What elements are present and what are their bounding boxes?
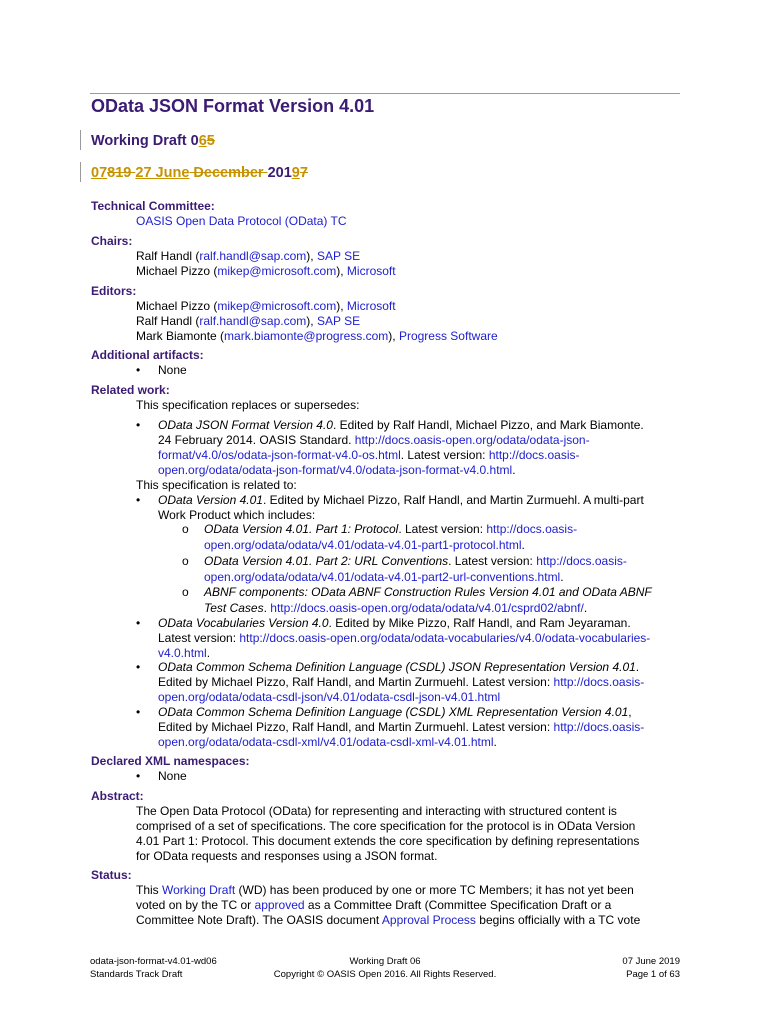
chair-entry: Michael Pizzo (mikep@microsoft.com), Microsoft <box>136 264 396 278</box>
footer-copyright: Copyright © OASIS Open 2016. All Rights Reserved. <box>273 969 497 980</box>
status-line: Committee Note Draft). The OASIS document Approval Process begins officially with a TC vote <box>136 913 641 927</box>
footer-filename: odata-json-format-v4.01-wd06 <box>90 956 217 967</box>
email-link[interactable]: ralf.handl@sap.com <box>199 314 307 328</box>
bullet-icon: • <box>136 363 141 377</box>
deleted-text: 5 <box>206 133 215 149</box>
org-link[interactable]: Microsoft <box>346 299 396 313</box>
inserted-text: 6 <box>198 133 207 149</box>
bullet-icon: • <box>136 660 141 674</box>
abstract-line: comprised of a set of specifications. The core specification for the protocol is in OData Version <box>136 819 636 833</box>
org-link[interactable]: SAP SE <box>316 314 361 328</box>
email-link[interactable]: ralf.handl@sap.com <box>199 249 307 263</box>
related-work-item: OData Vocabularies Version 4.0. Edited by Mike Pizzo, Ralf Handl, and Ram Jeyaraman. <box>158 616 631 630</box>
top-rule <box>90 93 680 94</box>
org-link[interactable]: Progress Software <box>398 329 498 343</box>
sub-item: OData Version 4.01. Part 2: URL Conventions. Latest version: http://docs.oasis- <box>204 554 627 568</box>
related-work-heading: Related work: <box>91 383 170 397</box>
doc-link[interactable]: open.org/odata/odata/v4.01/odata-v4.01-part1-protocol.html <box>204 538 522 552</box>
doc-link[interactable]: open.org/odata/odata-csdl-xml/v4.01/odata-csdl-xml-v4.01.html <box>158 735 494 749</box>
footer-center <box>235 955 535 981</box>
status-line: This Working Draft (WD) has been produced by one or more TC Members; it has not yet been <box>136 883 634 897</box>
editor-entry: Ralf Handl (ralf.handl@sap.com), SAP SE <box>136 314 361 328</box>
working-draft-label: Working Draft 065 <box>91 133 215 149</box>
related-work-item: OData JSON Format Version 4.0. Edited by Ralf Handl, Michael Pizzo, and Mark Biamonte. <box>158 418 644 432</box>
footer-right <box>560 955 680 981</box>
org-link[interactable]: SAP SE <box>316 249 361 263</box>
abstract-line: 4.01 Part 1: Protocol. This document extends the core specification by defining representations <box>136 834 640 848</box>
footer-date: 07 June 2019 <box>622 956 680 967</box>
abstract-heading: Abstract: <box>91 789 144 803</box>
doc-link[interactable]: http://docs.oasis-open.org/odata/odata-json- <box>354 433 590 447</box>
working-draft-link[interactable]: Working Draft <box>162 883 236 897</box>
doc-link[interactable]: http://docs.oasis- <box>553 720 645 734</box>
sub-bullet-icon: o <box>182 554 189 568</box>
sub-bullet-icon: o <box>182 522 189 536</box>
additional-artifacts-heading: Additional artifacts: <box>91 348 204 362</box>
declared-namespaces-heading: Declared XML namespaces: <box>91 754 250 768</box>
change-bar <box>80 130 81 150</box>
related-work-line: 24 February 2014. OASIS Standard. http://docs.oasis-open.org/odata/odata-json- <box>158 433 590 447</box>
related-work-line: Latest version: http://docs.oasis-open.org/odata/odata-vocabularies/v4.0/odata-vocabularies- <box>158 631 651 645</box>
email-link[interactable]: mark.biamonte@progress.com <box>224 329 389 343</box>
bullet-icon: • <box>136 616 141 630</box>
related-work-line: open.org/odata/odata-csdl-xml/v4.01/odata-csdl-xml-v4.01.html. <box>158 735 497 749</box>
technical-committee-link[interactable]: OASIS Open Data Protocol (OData) TC <box>136 214 347 228</box>
related-work-line: open.org/odata/odata-json-format/v4.0/odata-json-format-v4.0.html. <box>158 463 516 477</box>
change-bar <box>80 162 81 182</box>
editors-heading: Editors: <box>91 284 137 298</box>
related-work-line: Work Product which includes: <box>158 508 316 522</box>
related-work-line: format/v4.0/os/odata-json-format-v4.0-os.html. Latest version: http://docs.oasis- <box>158 448 580 462</box>
related-work-line: Edited by Michael Pizzo, Ralf Handl, and Martin Zurmuehl. Latest version: http://docs.oasis- <box>158 720 645 734</box>
doc-link[interactable]: http://docs.oasis-open.org/odata/odata-vocabularies/v4.0/odata-vocabularies- <box>239 631 651 645</box>
related-work-line: v4.0.html. <box>158 646 211 660</box>
sub-item-line: open.org/odata/odata/v4.01/odata-v4.01-part2-url-conventions.html. <box>204 570 564 584</box>
approval-process-link[interactable]: Approval Process <box>381 913 476 927</box>
sub-item-line: open.org/odata/odata/v4.01/odata-v4.01-part1-protocol.html. <box>204 538 525 552</box>
footer-page-number: Page 1 of 63 <box>626 969 680 980</box>
related-work-line: Edited by Michael Pizzo, Ralf Handl, and Martin Zurmuehl. Latest version: http://docs.oasis- <box>158 675 645 689</box>
doc-link[interactable]: http://docs.oasis-open.org/odata/odata/v4.01/csprd02/abnf/ <box>270 601 584 615</box>
draft-date: 07819 27 June December 20197 <box>91 165 308 181</box>
related-work-item: OData Common Schema Definition Language (CSDL) XML Representation Version 4.01, <box>158 705 632 719</box>
editor-entry: Mark Biamonte (mark.biamonte@progress.com), Progress Software <box>136 329 498 343</box>
org-link[interactable]: Microsoft <box>346 264 396 278</box>
bullet-icon: • <box>136 705 141 719</box>
email-link[interactable]: mikep@microsoft.com <box>217 264 337 278</box>
related-work-line <box>158 690 500 705</box>
doc-link[interactable]: open.org/odata/odata/v4.01/odata-v4.01-part2-url-conventions.html <box>204 570 561 584</box>
additional-artifacts-item: None <box>158 363 187 377</box>
replaces-intro: This specification replaces or supersedes: <box>136 398 360 412</box>
footer-left <box>90 955 217 981</box>
chair-entry: Ralf Handl (ralf.handl@sap.com), SAP SE <box>136 249 361 263</box>
doc-link[interactable]: format/v4.0/os/odata-json-format-v4.0-os.html <box>158 448 401 462</box>
related-work-item: OData Version 4.01. Edited by Michael Pizzo, Ralf Handl, and Martin Zurmuehl. A multi-part <box>158 493 644 507</box>
email-link[interactable]: mikep@microsoft.com <box>217 299 337 313</box>
abstract-line: The Open Data Protocol (OData) for representing and interacting with structured content is <box>136 804 617 818</box>
doc-link[interactable]: http://docs.oasis- <box>488 448 580 462</box>
bullet-icon: • <box>136 769 141 783</box>
technical-committee-heading: Technical Committee: <box>91 199 215 213</box>
document-title: OData JSON Format Version 4.01 <box>91 96 375 116</box>
declared-namespaces-item: None <box>158 769 187 783</box>
sub-item: OData Version 4.01. Part 1: Protocol. Latest version: http://docs.oasis- <box>204 522 578 536</box>
editor-entry: Michael Pizzo (mikep@microsoft.com), Microsoft <box>136 299 396 313</box>
doc-link[interactable]: http://docs.oasis- <box>553 675 645 689</box>
abstract-line: for OData requests and responses using a JSON format. <box>136 849 438 863</box>
sub-item: ABNF components: OData ABNF Construction Rules Version 4.01 and OData ABNF <box>204 585 652 599</box>
footer-track: Standards Track Draft <box>90 969 183 980</box>
status-line: voted on by the TC or approved as a Committee Draft (Committee Specification Draft or a <box>136 898 612 912</box>
sub-item-line: Test Cases. http://docs.oasis-open.org/odata/odata/v4.01/csprd02/abnf/. <box>204 601 588 615</box>
related-work-item: OData Common Schema Definition Language (CSDL) JSON Representation Version 4.01. <box>158 660 640 674</box>
bullet-icon: • <box>136 493 141 507</box>
chairs-heading: Chairs: <box>91 234 133 248</box>
footer-draft: Working Draft 06 <box>349 956 421 967</box>
bullet-icon: • <box>136 418 141 432</box>
status-heading: Status: <box>91 868 132 882</box>
sub-bullet-icon: o <box>182 585 189 599</box>
doc-link[interactable]: v4.0.html <box>158 646 207 660</box>
related-intro: This specification is related to: <box>136 478 297 492</box>
approved-link[interactable]: approved <box>254 898 305 912</box>
doc-link[interactable]: http://docs.oasis- <box>536 554 627 568</box>
doc-link[interactable]: open.org/odata/odata-json-format/v4.0/odata-json-format-v4.0.html <box>158 463 513 477</box>
doc-link[interactable]: open.org/odata/odata-csdl-json/v4.01/odata-csdl-json-v4.01.html <box>158 690 501 704</box>
doc-link[interactable]: http://docs.oasis- <box>486 522 578 536</box>
